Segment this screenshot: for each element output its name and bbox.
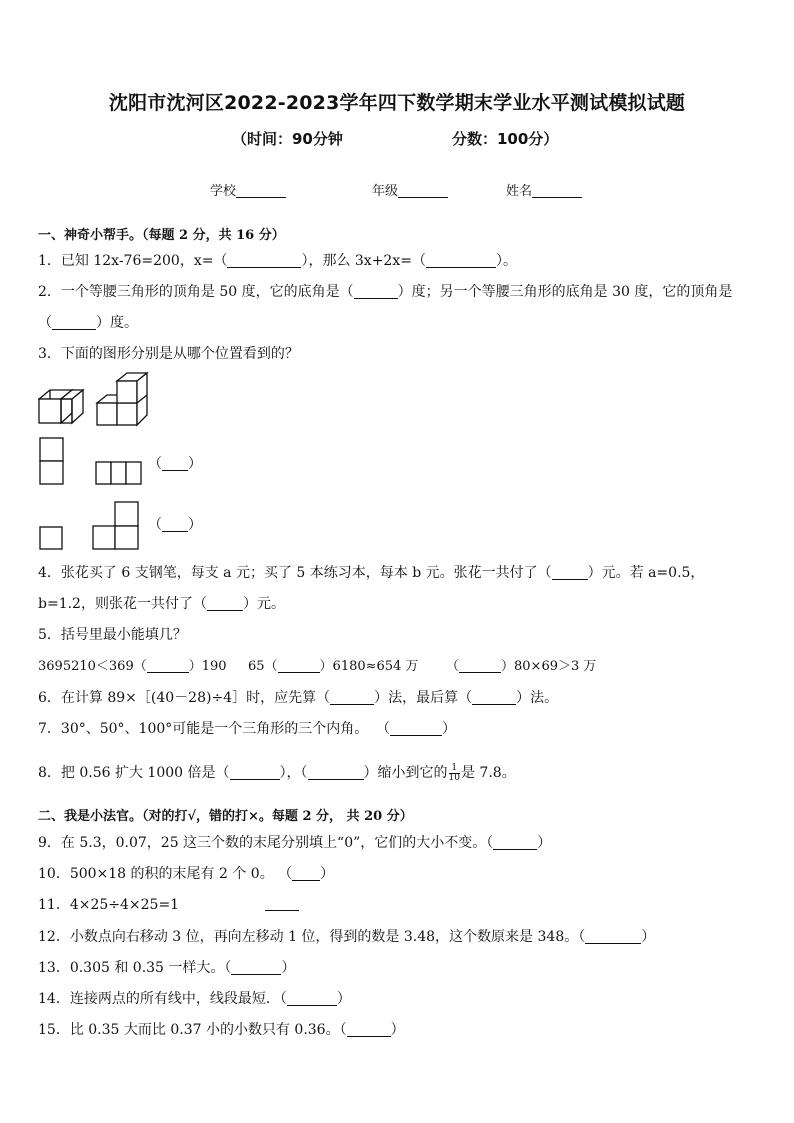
q3-ans2-open: （ xyxy=(148,517,162,533)
question-13 xyxy=(38,957,295,977)
name-label: 姓名 xyxy=(506,184,533,199)
q15-text-a: 15．比 0.35 大而比 0.37 小的小数只有 0.36。（ xyxy=(38,1022,347,1038)
q4-blank-1[interactable] xyxy=(552,565,588,580)
q5-p1-text-a: 3695210＜369（ xyxy=(38,659,147,674)
q7-text-a: 7．30°、50°、100°可能是一个三角形的三个内角。 xyxy=(38,721,369,737)
q13-text-a: 13．0.305 和 0.35 一样大。（ xyxy=(38,960,232,976)
question-3: 3．下面的图形分别是从哪个位置看到的？ xyxy=(38,346,299,362)
name-field xyxy=(506,180,582,199)
q8-fraction xyxy=(449,764,460,783)
page-title: 沈阳市沈河区2022-2023学年四下数学期末学业水平测试模拟试题 xyxy=(108,92,686,114)
q5-blank-1[interactable] xyxy=(147,658,189,673)
question-14 xyxy=(38,988,351,1008)
q5-p3-text-a: （ xyxy=(446,659,460,674)
q2-text-d: ）度。 xyxy=(96,315,138,331)
q7-close: ） xyxy=(442,721,456,737)
q3-ans1-open: （ xyxy=(148,456,162,472)
exam-score: 分数：100分） xyxy=(452,130,559,148)
q6-text-b: ）法，最后算（ xyxy=(374,690,473,706)
q13-blank[interactable] xyxy=(231,960,281,975)
q1-text-a: 1．已知 12x-76=200，x=（ xyxy=(38,253,228,269)
school-blank[interactable] xyxy=(236,183,286,198)
q8-fraction-numerator: 1 xyxy=(449,764,460,774)
q8-text-b: ），（ xyxy=(279,765,308,781)
question-2-line-2 xyxy=(38,312,138,332)
q5-blank-3[interactable] xyxy=(459,658,501,673)
q1-blank-2[interactable] xyxy=(426,253,496,268)
q10-text-b: ） xyxy=(320,866,335,882)
q5-blank-2[interactable] xyxy=(278,658,320,673)
q3-answer-2 xyxy=(148,514,202,534)
name-blank[interactable] xyxy=(532,183,582,198)
q8-text-d: 是 7.8。 xyxy=(460,765,516,781)
view-two-stacked-squares xyxy=(38,436,66,486)
q12-text-a: 12．小数点向右移动 3 位，再向左移动 1 位，得到的数是 3.48，这个数原来是 348。（ xyxy=(38,929,586,945)
q2-text-a: 2．一个等腰三角形的顶角是 50 度，它的底角是（ xyxy=(38,284,354,300)
grade-blank[interactable] xyxy=(398,183,448,198)
q3-ans2-close: ） xyxy=(188,517,202,533)
q10-blank[interactable] xyxy=(292,866,320,881)
question-12 xyxy=(38,926,655,946)
question-8 xyxy=(38,762,516,783)
q4-text-b: ）元。若 a=0.5， xyxy=(587,565,705,581)
q9-blank[interactable] xyxy=(493,835,537,850)
cube-figure-stepped xyxy=(95,369,157,429)
question-2-line-1 xyxy=(38,281,732,301)
q5-p3-text-b: ）80×69＞3 万 xyxy=(501,659,597,674)
school-field xyxy=(210,180,286,199)
q9-text-b: ） xyxy=(537,835,552,851)
q15-text-b: ） xyxy=(390,1022,405,1038)
section-1-title: 一、神奇小帮手。（每题 2 分，共 16 分） xyxy=(38,228,285,243)
q11-blank[interactable] xyxy=(265,898,299,911)
q1-text-c: ）。 xyxy=(495,253,517,269)
q5-p2-text-b: ）6180≈654 万 xyxy=(319,659,419,674)
q2-blank-2[interactable] xyxy=(52,315,96,330)
q6-blank-1[interactable] xyxy=(330,690,374,705)
q15-blank[interactable] xyxy=(347,1022,391,1037)
q1-text-b: ），那么 3x+2x=（ xyxy=(301,253,426,269)
q13-text-b: ） xyxy=(281,960,296,976)
school-label: 学校 xyxy=(210,184,237,199)
view-three-squares-row xyxy=(94,460,144,486)
q5-part-2 xyxy=(248,655,418,674)
q5-part-3 xyxy=(446,655,596,674)
q2-text-b: ）度；另一个等腰三角形的底角是 30 度，它的顶角是 xyxy=(397,284,733,300)
question-4-line-1 xyxy=(38,562,704,582)
q3-ans1-close: ） xyxy=(188,456,202,472)
q5-p2-text-a: 65（ xyxy=(248,659,278,674)
q12-text-b: ） xyxy=(641,929,656,945)
q8-blank-2[interactable] xyxy=(308,765,364,780)
question-5: 5．括号里最小能填几？ xyxy=(38,627,187,643)
q7-blank[interactable] xyxy=(390,721,442,736)
section-2-title: 二、我是小法官。（对的打√，错的打×。每题 2 分， 共 20 分） xyxy=(38,809,413,824)
q4-text-d: ）元。 xyxy=(242,596,285,612)
q14-text-a: 14．连接两点的所有线中，线段最短．（ xyxy=(38,991,287,1007)
q3-blank-1[interactable] xyxy=(162,456,188,471)
question-1 xyxy=(38,250,517,270)
exam-time: （时间：90分钟 xyxy=(232,130,343,148)
q8-blank-1[interactable] xyxy=(230,765,280,780)
q8-text-c: ）缩小到它的 xyxy=(363,765,448,781)
q11-text-a: 11．4×25÷4×25=1 xyxy=(38,897,180,913)
q5-p1-text-b: ）190 xyxy=(188,659,227,674)
q12-blank[interactable] xyxy=(585,929,641,944)
question-7 xyxy=(38,718,368,738)
grade-field xyxy=(372,180,448,199)
question-15 xyxy=(38,1019,405,1039)
q6-text-a: 6．在计算 89×［(40－28)÷4］时，应先算（ xyxy=(38,690,331,706)
q10-text-a: 10．500×18 的积的末尾有 2 个 0。 （ xyxy=(38,866,293,882)
q8-text-a: 8．把 0.56 扩大 1000 倍是（ xyxy=(38,765,230,781)
question-9 xyxy=(38,832,551,852)
q1-blank-1[interactable] xyxy=(227,253,301,268)
question-4-line-2 xyxy=(38,593,285,613)
question-11 xyxy=(38,894,179,914)
q6-text-c: ）法。 xyxy=(516,690,559,706)
grade-label: 年级 xyxy=(372,184,399,199)
q4-blank-2[interactable] xyxy=(207,596,243,611)
q7-open: （ xyxy=(376,721,390,737)
q5-part-1 xyxy=(38,655,227,674)
q7-answer xyxy=(376,718,456,738)
q3-blank-2[interactable] xyxy=(162,517,188,532)
view-single-square xyxy=(38,525,66,551)
q9-text-a: 9．在 5.3，0.07，25 这三个数的末尾分别填上“0”，它们的大小不变。（ xyxy=(38,835,494,851)
q8-fraction-denominator: 10 xyxy=(448,772,460,783)
question-10 xyxy=(38,863,334,883)
q2-text-c: （ xyxy=(38,315,52,331)
q4-text-c: b=1.2，则张花一共付了（ xyxy=(38,596,207,612)
q6-blank-2[interactable] xyxy=(472,690,516,705)
q2-blank-1[interactable] xyxy=(354,284,398,299)
q4-text-a: 4．张花买了 6 支钢笔，每支 a 元；买了 5 本练习本，每本 b 元。张花一共付了（ xyxy=(38,565,552,581)
view-l-shape-squares xyxy=(91,500,141,552)
q14-blank[interactable] xyxy=(287,991,337,1006)
cube-figure-single-row xyxy=(38,375,86,427)
q3-answer-1 xyxy=(148,453,202,473)
q14-text-b: ） xyxy=(336,991,351,1007)
question-6 xyxy=(38,687,558,707)
